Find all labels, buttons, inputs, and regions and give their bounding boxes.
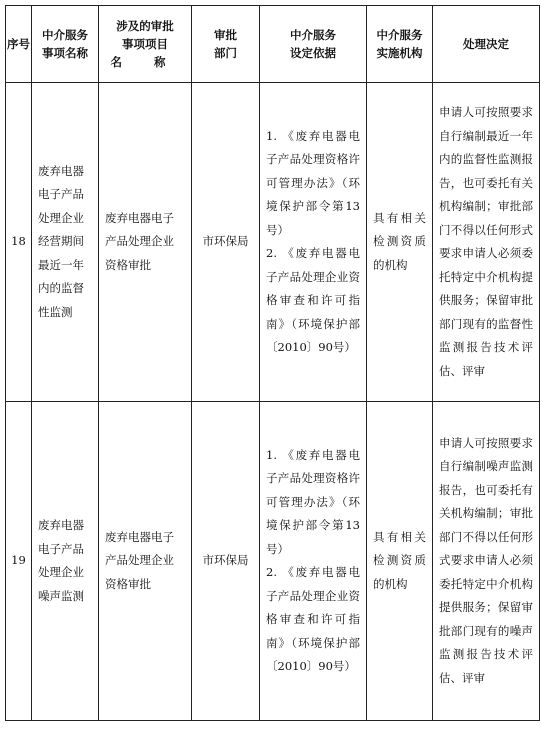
cell-decision: 申请人可按照要求自行编制噪声监测报告，也可委托有关机构编制；审批部门不得以任何形式要求申请人必须委托特定中介机构提供服务；保留审批部门现有的噪声监测报告技术评估、评审 [433, 402, 540, 721]
header-approval-item [99, 6, 192, 83]
header-approval-item-line2: 事项项目 [122, 37, 168, 51]
cell-agency: 具有相关检测资质的机构 [367, 402, 433, 721]
table-row [6, 402, 540, 721]
cell-approval-item: 废弃电器电子产品处理企业资格审批 [99, 83, 192, 402]
header-row [6, 6, 540, 83]
header-approval-dept: 审批 部门 [192, 6, 260, 83]
cell-basis: 1. 《废弃电器电子产品处理资格许可管理办法》（环境保护部令第13号） 2. 《废弃电器电子产品处理企业资格审查和许可指南》（环境保护部〔2010〕90号） [260, 83, 367, 402]
cell-seq: 19 [6, 402, 32, 721]
cell-service-name: 废弃电器电子产品处理企业经营期间最近一年内的监督性监测 [32, 83, 99, 402]
cell-approval-item: 废弃电器电子产品处理企业资格审批 [99, 402, 192, 721]
intermediary-services-table [5, 5, 540, 721]
header-approval-item-line1: 涉及的审批 [116, 19, 174, 33]
cell-agency: 具有相关检测资质的机构 [367, 83, 433, 402]
cell-approval-dept: 市环保局 [192, 83, 260, 402]
header-approval-item-line3: 名 称 [110, 55, 180, 69]
header-basis: 中介服务 设定依据 [260, 6, 367, 83]
header-decision: 处理决定 [433, 6, 540, 83]
cell-service-name: 废弃电器电子产品处理企业噪声监测 [32, 402, 99, 721]
header-agency: 中介服务 实施机构 [367, 6, 433, 83]
cell-approval-dept: 市环保局 [192, 402, 260, 721]
header-seq: 序号 [6, 6, 32, 83]
cell-basis: 1. 《废弃电器电子产品处理资格许可管理办法》（环境保护部令第13号） 2. 《废弃电器电子产品处理企业资格审查和许可指南》（环境保护部〔2010〕90号） [260, 402, 367, 721]
cell-decision: 申请人可按照要求自行编制最近一年内的监督性监测报告，也可委托有关机构编制；审批部门不得以任何形式要求申请人必须委托特定中介机构提供服务；保留审批部门现有的监督性监测报告技术评估、评审 [433, 83, 540, 402]
table-row [6, 83, 540, 402]
cell-seq: 18 [6, 83, 32, 402]
header-service-name: 中介服务 事项名称 [32, 6, 99, 83]
